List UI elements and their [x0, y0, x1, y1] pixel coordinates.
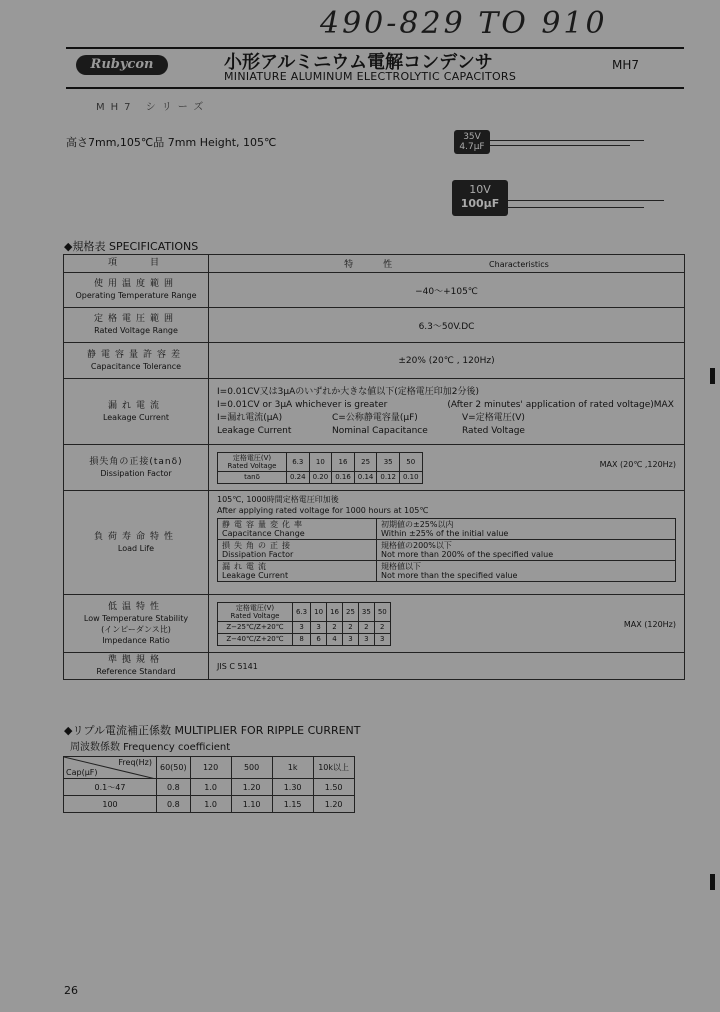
feature-line: 高さ7mm,105℃品 7mm Height, 105℃	[66, 136, 277, 149]
small-capacitor-image: 35V 4.7μF	[454, 130, 490, 154]
binder-hole-mark	[710, 874, 715, 890]
spec-header-item: 項 目	[64, 255, 209, 273]
dissipation-table: 定格電圧(V) Rated Voltage 6.3 10 16 25 35 50 tanδ 0.24 0.20 0.16 0.14 0.12 0.10	[217, 452, 423, 484]
spec-row-load-life: 負荷寿命特性 Load Life 105℃, 1000時間定格電圧印加後 After applying rated voltage for 1000 hours at 105℃ 静電容量変化率 Capacitance Change 初期値の±25%以内 Within ±25% of the initial value 損失角の正接 Dissipation Factor 規格値の200%以下 Not more than 200% of the specified value 漏れ電流 Leakage Current 規格値以下 Not more than the specified value	[64, 491, 685, 595]
spec-header-row	[64, 255, 685, 273]
page-number: 26	[64, 984, 78, 997]
spec-row-op-temp: 使用温度範囲 Operating Temperature Range −40〜+105℃	[64, 273, 685, 308]
large-capacitor-lead	[508, 207, 644, 208]
ripple-header-row: Freq(Hz) Cap(μF) 60(50) 120 500 1k 10k以上	[64, 757, 355, 779]
binder-hole-mark	[710, 368, 715, 384]
spec-table	[63, 254, 685, 680]
spec-section-title: ◆規格表 SPECIFICATIONS	[64, 240, 199, 253]
impedance-ratio-table: 定格電圧(V) Rated Voltage 6.3 10 16 25 35 50 Z−25℃/Z+20℃ 3 3 2 2 2 2 Z−40℃/Z+20℃ 8 6 4 3 3 3	[217, 602, 391, 646]
spec-header-char: 特 性 Characteristics	[209, 255, 685, 273]
handwritten-note: 490-829 TO 910	[320, 6, 608, 41]
ripple-table	[63, 756, 355, 813]
ripple-row: 0.1〜47 0.8 1.0 1.20 1.30 1.50	[64, 779, 355, 796]
ripple-subtitle: 周波数係数 Frequency coefficient	[70, 742, 231, 753]
small-capacitor-lead	[490, 140, 644, 141]
spec-row-cap-tolerance: 静電容量許容差 Capacitance Tolerance ±20% (20℃ , 120Hz)	[64, 343, 685, 379]
title-japanese: 小形アルミニウム電解コンデンサ	[224, 52, 493, 73]
large-capacitor-image: 10V 100μF	[452, 180, 508, 216]
title-english: MINIATURE ALUMINUM ELECTROLYTIC CAPACITORS	[224, 70, 517, 83]
ripple-row: 100 0.8 1.0 1.10 1.15 1.20	[64, 796, 355, 813]
small-capacitor-lead	[490, 145, 630, 146]
ripple-section-title: ◆リプル電流補正係数 MULTIPLIER FOR RIPPLE CURRENT	[64, 724, 361, 737]
spec-row-dissipation: 損失角の正接(tanδ) Dissipation Factor 定格電圧(V) Rated Voltage 6.3 10 16 25 35 50 tanδ 0.24 0.20 0.16 0.14 0.12 0.10 MAX (20℃ ,120Hz)	[64, 445, 685, 491]
spec-row-rated-voltage: 定格電圧範囲 Rated Voltage Range 6.3〜50V.DC	[64, 308, 685, 343]
sub-note: MH7 シリーズ	[96, 102, 210, 113]
spec-row-leakage: 漏れ電流 Leakage Current I=0.01CV又は3μAのいずれか大きな値以下(定格電圧印加2分後) I=0.01CV or 3μA whichever is greater (After 2 minutes' application of rated voltage)MAX I=漏れ電流(μA) C=公称静電容量(μF) V=定格電圧(V) Leakage Current Nominal Capacitance Rated Voltage	[64, 379, 685, 445]
large-capacitor-lead	[508, 200, 664, 201]
load-life-table: 静電容量変化率 Capacitance Change 初期値の±25%以内 Within ±25% of the initial value 損失角の正接 Dissipation Factor 規格値の200%以下 Not more than 200% of the specified value 漏れ電流 Leakage Current 規格値以下 Not more than the specified value	[217, 518, 676, 582]
brand-logo: Rubycon	[76, 55, 168, 75]
spec-row-reference: 準拠規格 Reference Standard JIS C 5141	[64, 653, 685, 680]
series-code: MH7	[612, 58, 640, 72]
spec-row-low-temp: 低温特性 Low Temperature Stability (インピーダンス比) Impedance Ratio 定格電圧(V) Rated Voltage 6.3 10 16 25 35 50 Z−25℃/Z+20℃ 3 3 2 2 2 2 Z−40℃/Z+20℃ 8 6 4 3 3 3 MAX (120Hz)	[64, 595, 685, 653]
